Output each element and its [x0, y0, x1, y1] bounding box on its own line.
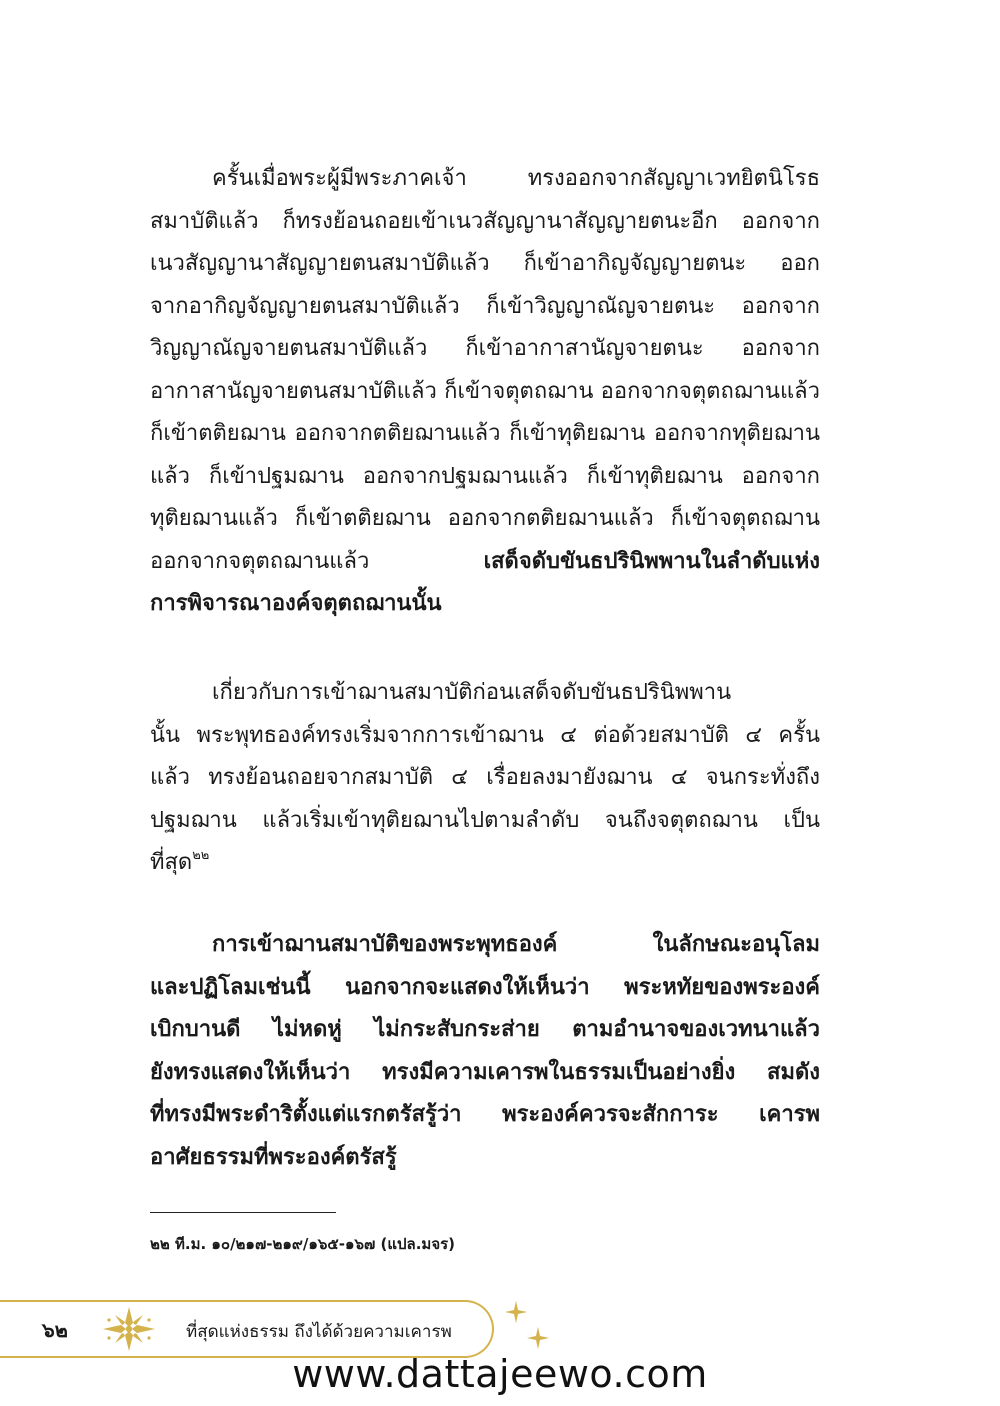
text-line: เบิกบานดี ไม่หดหู่ ไม่กระสับกระส่าย ตามอำนาจของเวทนาแล้ว — [150, 1017, 820, 1042]
text-line: อาศัยธรรมที่พระองค์ตรัสรู้ — [150, 1144, 397, 1170]
text-line: แล้ว ทรงย้อนถอยจากสมาบัติ ๔ เรื่อยลงมายังฌาน ๔ จนกระทั่งถึง — [150, 765, 820, 790]
text-line: ก็เข้าตติยฌาน ออกจากตติยฌานแล้ว ก็เข้าทุติยฌาน ออกจากทุติยฌาน — [150, 421, 820, 446]
page-number: ๖๒ — [42, 1318, 68, 1342]
text-regular: ที่สุด — [150, 850, 193, 875]
footnote-divider — [150, 1212, 336, 1213]
text-line: อากาสานัญจายตนสมาบัติแล้ว ก็เข้าจตุตถฌาน ออกจากจตุตถฌานแล้ว — [150, 378, 820, 404]
text-line: ครั้นเมื่อพระผู้มีพระภาคเจ้า ทรงออกจากสัญญาเวทยิตนิโรธ — [212, 166, 820, 191]
footer-title: ที่สุดแห่งธรรม ถึงได้ด้วยความเคารพ — [186, 1322, 452, 1342]
small-gold-star-icon — [504, 1300, 528, 1324]
text-line: เนวสัญญานาสัญญายตนสมาบัติแล้ว ก็เข้าอากิญจัญญายตนะ ออก — [150, 251, 820, 276]
text-line-mixed — [150, 541, 820, 584]
footnote-text: ๒๒ ที.ม. ๑๐/๒๑๗-๒๑๙/๑๖๕-๑๖๗ (แปล.มจร) — [150, 1235, 456, 1253]
text-line: ทุติยฌานแล้ว ก็เข้าตติยฌาน ออกจากตติยฌานแล้ว ก็เข้าจตุตถฌาน — [150, 506, 820, 531]
text-line: วิญญาณัญจายตนสมาบัติแล้ว ก็เข้าอากาสานัญจายตนะ ออกจาก — [150, 336, 820, 361]
text-line: สมาบัติแล้ว ก็ทรงย้อนถอยเข้าเนวสัญญานาสัญญายตนะอีก ออกจาก — [150, 208, 820, 234]
text-line: ปฐมฌาน แล้วเริ่มเข้าทุติยฌานไปตามลำดับ จนถึงจตุตถฌาน เป็น — [150, 807, 820, 833]
text-line: จากอากิญจัญญายตนสมาบัติแล้ว ก็เข้าวิญญาณัญจายตนะ ออกจาก — [150, 293, 820, 319]
text-bold: เสด็จดับขันธปรินิพพานในลำดับแห่ง — [483, 548, 820, 574]
website-watermark: www.dattajeewo.com — [292, 1352, 708, 1396]
small-gold-star-icon — [526, 1326, 550, 1350]
footnote-reference[interactable]: ๒๒ — [192, 848, 210, 863]
text-line: การเข้าฌานสมาบัติของพระพุทธองค์ ในลักษณะอนุโลม — [212, 932, 820, 957]
text-line: ยังทรงแสดงให้เห็นว่า ทรงมีความเคารพในธรรมเป็นอย่างยิ่ง สมดัง — [150, 1059, 820, 1085]
text-line: และปฏิโลมเช่นนี้ นอกจากจะแสดงให้เห็นว่า พระหทัยของพระองค์ — [150, 974, 820, 1000]
text-line — [150, 842, 820, 885]
text-line: ที่ทรงมีพระดำริตั้งแต่แรกตรัสรู้ว่า พระองค์ควรจะสักการะ เคารพ — [150, 1102, 820, 1127]
paragraph-3 — [150, 924, 820, 1179]
text-line: เกี่ยวกับการเข้าฌานสมาบัติก่อนเสด็จดับขันธปรินิพพาน — [212, 680, 732, 705]
paragraph-2 — [150, 672, 820, 885]
paragraph-1 — [150, 158, 820, 626]
text-line: แล้ว ก็เข้าปฐมฌาน ออกจากปฐมฌานแล้ว ก็เข้าทุติยฌาน ออกจาก — [150, 463, 820, 489]
text-line: นั้น พระพุทธองค์ทรงเริ่มจากการเข้าฌาน ๔ ต่อด้วยสมาบัติ ๔ ครั้น — [150, 722, 820, 748]
text-regular: ออกจากจตุตถฌานแล้ว — [150, 548, 484, 574]
text-line-bold: การพิจารณาองค์จตุตถฌานนั้น — [150, 591, 442, 616]
gold-flower-ornament-icon — [100, 1304, 158, 1354]
